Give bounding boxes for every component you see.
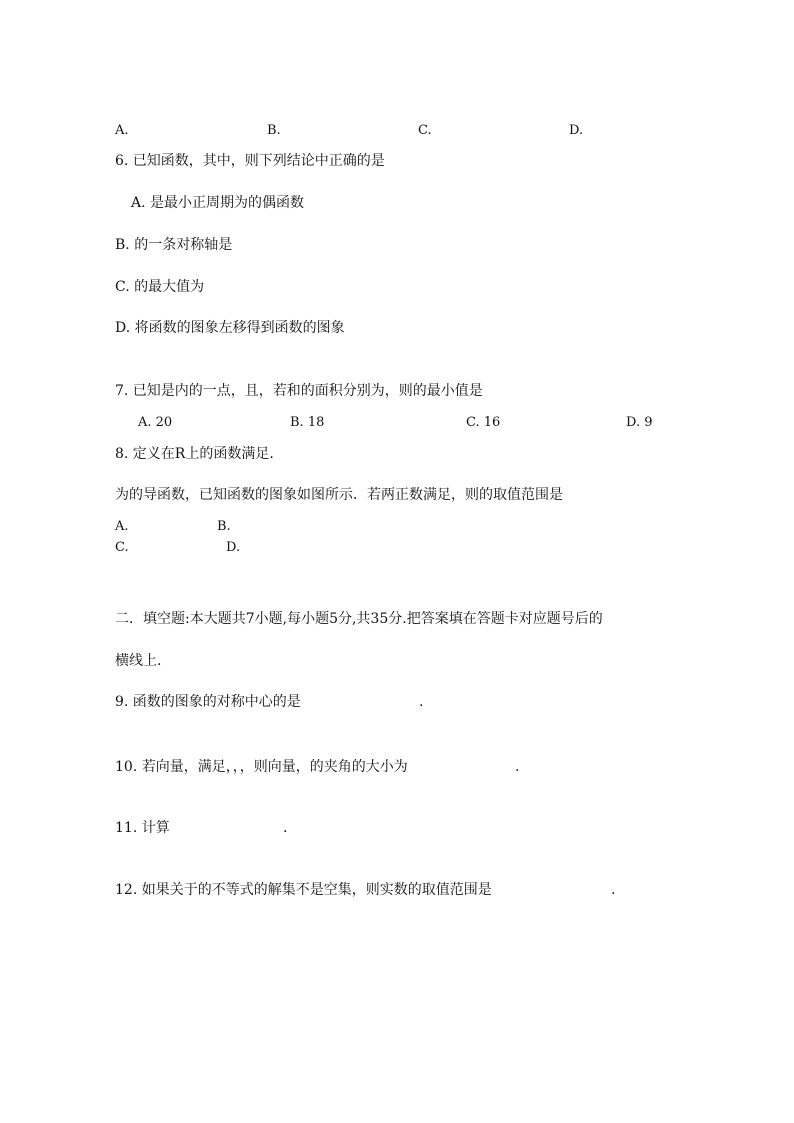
- q7-option-b: B. 18: [290, 415, 325, 430]
- q7-stem: 7. 已知是内的一点，且，若和的面积分别为，则的最小值是: [115, 383, 483, 399]
- q5-option-b: B.: [267, 123, 281, 138]
- q8-option-d: D.: [226, 540, 241, 555]
- q5-option-c: C.: [418, 123, 432, 138]
- q8-option-a: A.: [115, 519, 129, 534]
- q9-text: 9. 函数的图象的对称中心的是: [115, 694, 301, 710]
- q6-option-c: C. 的最大值为: [115, 279, 205, 295]
- q6-option-d: D. 将函数的图象左移得到函数的图象: [115, 320, 345, 336]
- q8-body: 为的导函数，已知函数的图象如图所示．若两正数满足，则的取值范围是: [115, 487, 563, 503]
- q9-end-mark: .: [419, 694, 424, 710]
- q5-option-a: A.: [115, 123, 129, 138]
- q6-stem: 6. 已知函数，其中，则下列结论中正确的是: [115, 153, 385, 169]
- q8-option-c: C.: [115, 540, 129, 555]
- q11-text: 11. 计算: [115, 820, 170, 836]
- q7-option-c: C. 16: [466, 415, 501, 430]
- q7-option-a: A. 20: [138, 415, 173, 430]
- q12-end-mark: .: [611, 882, 616, 898]
- q10-end-mark: .: [515, 759, 520, 775]
- q6-option-a: A. 是最小正周期为的偶函数: [131, 195, 305, 211]
- q7-option-d: D. 9: [626, 415, 653, 430]
- q5-option-d: D.: [569, 123, 584, 138]
- q8-stem: 8. 定义在R上的函数满足.: [115, 446, 274, 462]
- q8-option-b: B.: [217, 519, 231, 534]
- section2-heading-line1: 二．填空题:本大题共7小题,每小题5分,共35分.把答案填在答题卡对应题号后的: [115, 611, 603, 627]
- q6-option-b: B. 的一条对称轴是: [115, 237, 233, 253]
- section2-heading-line2: 横线上.: [115, 653, 162, 669]
- q12-text: 12. 如果关于的不等式的解集不是空集，则实数的取值范围是: [115, 882, 492, 898]
- q10-text: 10. 若向量，满足，，，则向量，的夹角的大小为: [115, 759, 408, 775]
- q11-end-mark: .: [283, 820, 288, 836]
